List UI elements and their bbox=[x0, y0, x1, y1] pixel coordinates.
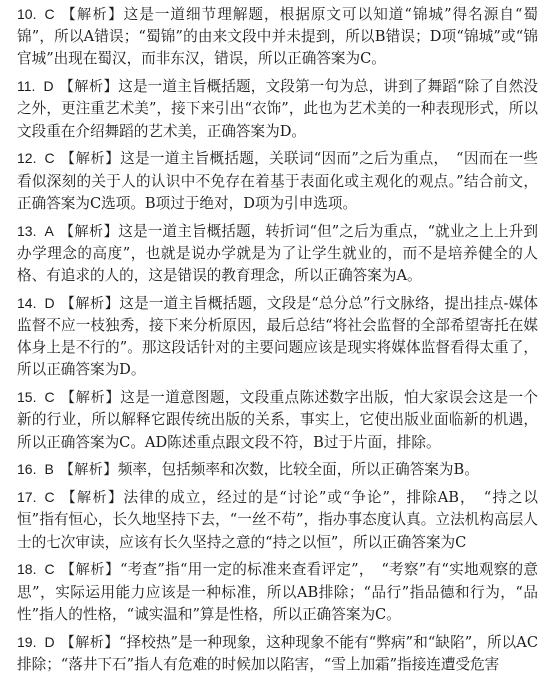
explanation-text: 这是一道细节理解题，根据原文可以知道“锦城”得名源自“蜀锦”，所以A错误；“蜀锦”的由来文段中并未提到，所以B错误；D项“锦城”或“锦官城”出现在蜀汉，而非东汉，错误，所以正确答案为C。 bbox=[17, 6, 538, 68]
question-number: 14. bbox=[17, 294, 37, 311]
question-number: 12. bbox=[17, 150, 37, 167]
answer-letter: C bbox=[44, 561, 55, 578]
analysis-tag: 【解析】 bbox=[60, 390, 121, 407]
answer-letter: D bbox=[44, 294, 55, 311]
analysis-tag: 【解析】 bbox=[60, 295, 120, 312]
explanation-item-14 bbox=[17, 292, 538, 382]
question-number: 18. bbox=[17, 561, 37, 578]
explanation-text: 频率，包括频率和次数，比较全面，所以正确答案为B。 bbox=[117, 461, 479, 479]
analysis-tag: 【解析】 bbox=[60, 562, 120, 579]
explanation-item-19 bbox=[17, 631, 538, 676]
explanation-text: 这是一道主旨概括题，文段第一句为总，讲到了舞蹈“除了自然没之外，更注重艺术美”，接下来引出“衣饰”，此也为艺术美的一种表现形式，所以文段重在介绍舞蹈的艺术美，正确答案为D。 bbox=[17, 78, 539, 140]
analysis-tag: 【解析】 bbox=[60, 634, 119, 651]
analysis-tag: 【解析】 bbox=[60, 151, 121, 168]
answer-letter: C bbox=[44, 150, 55, 167]
question-number: 13. bbox=[17, 222, 37, 239]
question-number: 15. bbox=[17, 389, 37, 406]
explanation-text: 法律的成立，经过的是“讨论”或“争论”，排除AB， “持之以恒”指有恒心，长久地坚持下去，“一丝不苟”，指办事态度认真。立法机构高层人士的七次审读，应该有长久坚持之意的“持之以恒”，所以正确答案为C bbox=[17, 489, 538, 551]
explanation-text: “考查”指“用一定的标准来查看评定”， “考察”有“实地观察的意思”，实际运用能力应该是一种标准，所以AB排除；“品行”指品德和行为，“品性”指人的性格，“诚实温和”算是性格，所以正确答案为C。 bbox=[17, 561, 538, 623]
analysis-tag: 【解析】 bbox=[59, 462, 118, 479]
explanation-text: 这是一道主旨概括题，转折词“但”之后为重点，“就业之上上升到办学理念的高度”，也就是说办学就是为了让学生就业的，而不是培养健全的人格、有追求的人的，这是错误的教育理念，所以正确答案为A。 bbox=[17, 222, 539, 285]
analysis-tag: 【解析】 bbox=[60, 490, 124, 507]
answer-letter: C bbox=[44, 489, 55, 506]
question-number: 10. bbox=[17, 6, 37, 22]
question-number: 19. bbox=[17, 633, 37, 650]
answer-letter: C bbox=[44, 389, 55, 406]
question-number: 17. bbox=[17, 489, 37, 506]
explanation-item-15 bbox=[17, 386, 538, 454]
analysis-tag: 【解析】 bbox=[60, 7, 124, 23]
answer-letter: D bbox=[44, 633, 55, 650]
answer-letter: B bbox=[44, 461, 54, 478]
explanation-item-13 bbox=[17, 220, 538, 288]
explanation-item-11 bbox=[17, 75, 538, 143]
question-number: 16. bbox=[17, 461, 37, 478]
question-number: 11. bbox=[17, 78, 36, 95]
analysis-tag: 【解析】 bbox=[59, 79, 119, 96]
answer-letter: C bbox=[44, 6, 55, 22]
answer-letter: D bbox=[43, 78, 54, 95]
explanation-item-12 bbox=[17, 147, 538, 215]
explanation-text: 这是一道主旨概括题，文段是“总分总”行文脉络，提出挂点-媒体监督不应一枝独秀，接下来分析原因，最后总结“将社会监督的全部希望寄托在媒体身上是不行的”。那这段话针对的主要问题应该是现实将媒体监督看得太重了，所以正确答案为D。 bbox=[17, 294, 538, 379]
explanation-item-10 bbox=[17, 3, 538, 71]
explanation-item-17 bbox=[17, 486, 538, 554]
explanation-item-16 bbox=[17, 458, 538, 481]
explanation-item-18 bbox=[17, 558, 538, 626]
explanation-text: 这是一道主旨概括题，关联词“因而”之后为重点， “因而在一些看似深刻的关于人的认识中不免存在着基于表面化或主观化的观点。”结合前文，正确答案为C选项。B项过于绝对，D项为引申选项。 bbox=[17, 150, 538, 212]
explanation-text: 这是一道意图题，文段重点陈述数字出版，怕大家误会这是一个新的行业，所以解释它跟传统出版的关系，事实上，它使出版业面临新的机遇，所以正确答案为C。AD陈述重点跟文段不符，B过于片面，排除。 bbox=[17, 389, 538, 451]
explanation-text: “择校热”是一种现象，这种现象不能有“弊病”和“缺陷”，所以AC排除；“落井下石”指人有危难的时候加以陷害，“雪上加霜”指接连遭受危害 bbox=[17, 633, 538, 673]
analysis-tag: 【解析】 bbox=[59, 223, 119, 240]
answer-letter: A bbox=[44, 222, 54, 239]
